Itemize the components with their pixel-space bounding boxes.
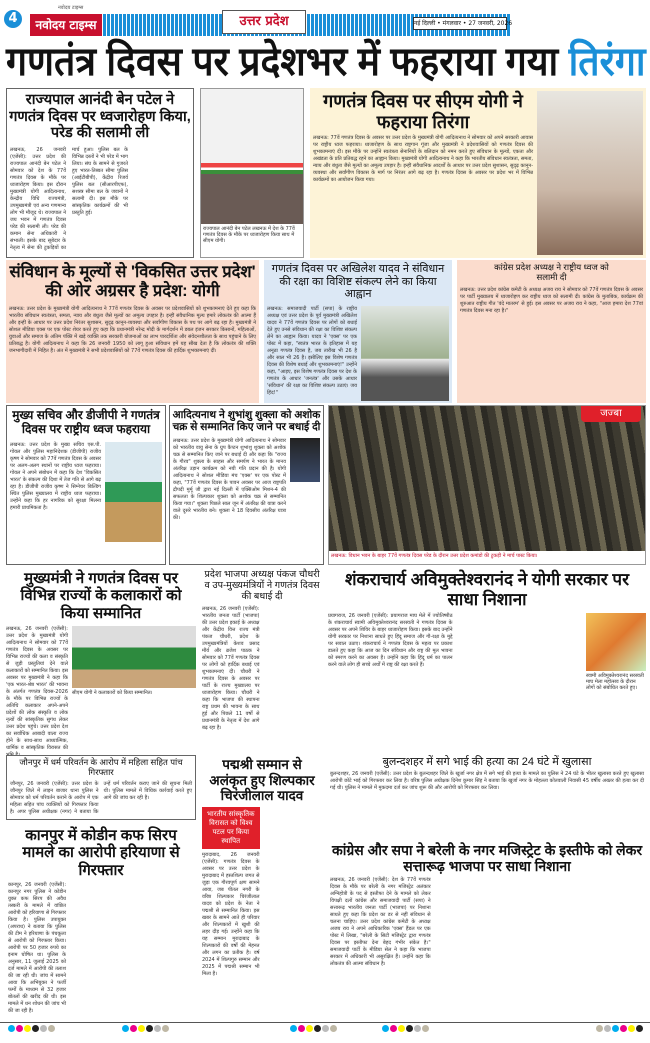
color-registration-marks: [290, 1025, 337, 1032]
article-chief-secretary: [6, 405, 166, 565]
article-body: लखनऊ: समाजवादी पार्टी (सपा) के राष्ट्रीय अध्यक्ष एवं उत्तर प्रदेश के पूर्व मुख्यमंत्री अखिलेश यादव ने 77वें गणतंत्र दिवस पर लोगों को बधाई देते हुए उनसे संविधान की रक्षा का विशिष्ट संकल्प लेने का आह्वान किया। यादव ने 'एक्स' पर एक पोस्ट में कहा, "स्वतंत्र भारत के इतिहास में यह अनूठा गणतंत्र दिवस है, जब तारीख भी 26 है और साल भी 26 है। इसीलिए इस विशेष गणतंत्र दिवस की विशेष बधाई और शुभकामनाएं!" उन्होंने कहा, "आइए, इस विशेष गणतंत्र दिवस पर देश के गणतंत्र के आधार 'जनतंत्र' और उसके आधार 'संविधान' की रक्षा का विशिष्ट संकल्प उठाएं। जय हिंद!": [267, 305, 357, 396]
section-label: उत्तर प्रदेश: [222, 10, 306, 34]
page-number: 4: [4, 10, 22, 28]
color-registration-marks: [122, 1025, 169, 1032]
headline: प्रदेश भाजपा अध्यक्ष पंकज चौधरी व उप-मुख्यमंत्रियों ने गणतंत्र दिवस की बधाई दी: [204, 569, 320, 602]
newspaper-logo: नवोदय टाइम्स: [30, 14, 102, 36]
photo-caption: सीएम योगी ने कलाकारों को किया सम्मानित।: [72, 689, 153, 696]
article-body: लखनऊ, 26 जनवरी (एजेंसी): देश के 77वें गणतंत्र दिवस के मौके पर बरेली के नगर मजिस्ट्रेट अलंकार अग्निहोत्री के पद से इस्तीफा देने के मामले को लेकर विपक्षी दलों कांग्रेस और समाजवादी पार्टी (सपा) ने सत्तारूढ़ भारतीय जनता पार्टी (भाजपा) पर निशाना साधते हुए कहा कि प्रदेश का डर से नहीं संविधान से चलना चाहिए। उत्तर प्रदेश कांग्रेस कमेटी के अध्यक्ष अजय राय ने अपने आधिकारिक 'एक्स' हैंडल पर एक पोस्ट में लिखा, "बरेली के सिटी मजिस्ट्रेट द्वारा गणतंत्र दिवस पर इस्तीफा देना बेहद गंभीर संकेत है।" समाजवादी पार्टी के मीडिया सेल ने कहा कि भाजपा सरकार में अधिकारी भी असुरक्षित हैं। उन्होंने कहा कि लोकतंत्र की आत्मा संविधान है।: [330, 877, 431, 968]
article-body: लखनऊ: उत्तर प्रदेश के मुख्यमंत्री योगी आदित्यनाथ ने सोमवार को भारतीय वायु सेना के ग्रुप कैप्टन शुभांशु शुक्ला को अशोक चक्र से सम्मानित किए जाने पर बधाई दी और कहा कि "राज्य के गौरव" शुक्ला के साहस और समर्पण ने भारत के मानव अंतरिक्ष उड़ान कार्यक्रम को नयी गति प्रदान की है। योगी आदित्यनाथ ने सोशल मीडिया मंच 'एक्स' पर एक पोस्ट में कहा, "77वें गणतंत्र दिवस के पावन अवसर पर आज राष्ट्रपति द्रौपदी मुर्मू जी द्वारा नई दिल्ली में एक्सिओम मिशन-4 की सफलता के शिल्पकार शुक्ला को अशोक चक्र से सम्मानित किया गया।" शुक्ला पिछले साल जून में अंतरिक्ष की यात्रा करने वाले दूसरे भारतीय बने। शुक्ला ने 18 दिवसीय अंतरिक्ष यात्रा की।: [173, 438, 286, 522]
dateline: नई दिल्ली • मंगलवार • 27 जनवरी, 2026: [413, 17, 507, 30]
article-padmashri: [200, 755, 324, 1020]
governor-photo-block: [200, 88, 304, 258]
article-shubhanshu: [169, 405, 324, 565]
jazba-tag: जज्बा: [581, 406, 641, 422]
article-kanpur: [6, 825, 196, 1020]
article-body: लखनऊ: उत्तर प्रदेश के मुख्यमंत्री योगी आदित्यनाथ ने 77वें गणतंत्र दिवस के अवसर पर प्रदेशवासियों को शुभकामनाएं देते हुए कहा कि भारतीय संविधान स्वतंत्रता, समता, न्याय और बंधुता जैसे मूल्यों का अमूल्य उपहार है। इन्हीं संवैधानिक मूल्य हमारे लोकतंत्र की आत्मा हैं और इन्हीं के आधार पर उत्तर प्रदेश निरंतर सुशासन, सुदृढ़ कानून-व्यवस्था और सर्वांगीण विकास के पथ पर आगे बढ़ रहा है। मुख्यमंत्री ने सोशल मीडिया एक्स पर एक पोस्ट शेयर करते हुए कहा कि प्रधानमंत्री नरेन्द्र मोदी के मार्गदर्शन में डबल इंजन सरकार किसानों, महिलाओं, युवाओं और समाज के अंतिम पंक्ति में खड़े व्यक्ति तक सरकारी योजनाओं का लाभ पारदर्शिता और संवेदनशीलता के साथ पहुंचाने के लिए प्रतिबद्ध है। योगी आदित्यनाथ ने कहा कि 26 जनवरी 1950 को लागू हुआ संविधान हमें यह सीख देता है कि लोकतंत्र की शक्ति जनभागीदारी में निहित है। अंत में मुख्यमंत्री ने सभी प्रदेशवासियों को 77वें गणतंत्र दिवस की हार्दिक शुभकामनाएं दीं।: [9, 305, 256, 354]
photo-caption: राज्यपाल आनंदी बेन पटेल लखनऊ में देश के 77वें गणतंत्र दिवस के मौके पर ध्वजारोहण किया साथ में सीएम योगी।: [203, 226, 295, 244]
headline: कांग्रेस प्रदेश अध्यक्ष ने राष्ट्रीय ध्वज को सलामी दी: [494, 262, 609, 282]
astronaut-photo: [290, 438, 320, 482]
article-body: लखनऊ: उत्तर प्रदेश के मुख्य सचिव एस.पी. गोयल और पुलिस महानिदेशक (डीजीपी) राजीव कृष्ण ने सोमवार को 77वें गणतंत्र दिवस के अवसर पर अलग-अलग स्थानों पर राष्ट्रीय ध्वज फहराया। गोयल ने अपने संबोधन में कहा कि देश 'विकसित भारत' के संकल्प की दिशा में तेज गति से आगे बढ़ रहा है। डीजीपी राजीव कृष्ण ने सिग्नेचर बिल्डिंग स्थित पुलिस मुख्यालय में राष्ट्रीय ध्वज फहराया। उन्होंने कहा कि हर नागरिक को सुरक्षा मिलना हमारी प्राथमिकता है।: [10, 441, 101, 511]
headline: संविधान के मूल्यों से 'विकसित उत्तर प्रदेश' की ओर अग्रसर है प्रदेश: योगी: [9, 263, 256, 300]
flag-photo: [105, 442, 162, 542]
article-body: कानपुर, 26 जनवरी (एजेंसी): कानपुर नगर पुलिस ने कोडीन युक्त कफ सिरप की अवैध तस्करी के मामले में वांछित आरोपी को हरियाणा से गिरफ्तार किया है। पुलिस उपायुक्त (अपराध) ने बताया कि पुलिस की टीम ने हरियाणा के पंचकूला से आरोपी को गिरफ्तार किया। आरोपी पर 50 हजार रुपये का इनाम घोषित था। पुलिस के अनुसार, 11 जुलाई 2025 को दर्ज मामले में आरोपी की तलाश की जा रही थी। जांच में सामने आया कि अभियुक्त ने फर्जी फर्मों के माध्यम से 32 हजार बोतलों की खरीद की थी। इस मामले में धन शोधन की जांच भी की जा रही है।: [8, 881, 66, 1014]
article-artists: [6, 568, 196, 753]
headline: गणतंत्र दिवस पर सीएम योगी ने फहराया तिरंगा: [323, 91, 523, 132]
main-headline-text: गणतंत्र दिवस पर प्रदेशभर में फहराया गया: [6, 40, 559, 84]
headline: मुख्य सचिव और डीजीपी ने गणतंत्र दिवस पर राष्ट्रीय ध्वज फहराया: [12, 408, 160, 436]
article-governor: [6, 88, 194, 258]
article-body-container: [202, 807, 322, 1019]
footer-rule: [0, 1022, 650, 1023]
headline: मुख्यमंत्री ने गणतंत्र दिवस पर विभिन्न राज्यों के कलाकारों को किया सम्मानित: [20, 570, 182, 622]
article-body: लखनऊ, 26 जनवरी (एजेंसी): उत्तर प्रदेश की राज्यपाल आनंदी बेन पटेल ने सोमवार को देश के 77वें गणतंत्र दिवस के मौके पर ध्वजारोहण किया। इस दौरान मुख्यमंत्री योगी आदित्यनाथ, केन्द्रीय विधि राज्यमंत्री, उपमुख्यमंत्री एवं अन्य गणमान्य लोग भी मौजूद थे। राज्यपाल ने जय भवन में गणतंत्र दिवस परेड की सलामी ली। परेड की कमान सेना अधिकारी ने संभाली। इसके बाद सूबेदार के नेतृत्व में सेना की टुकड़ियों का मार्च हुआ। पुलिस बल के विभिन्न दस्तों ने भी परेड में भाग लिया। संघ के सामने से गुजरते हुए भारत-तिब्बत सीमा पुलिस (आईटीबीपी), केंद्रीय रिजर्व पुलिस बल (सीआरपीएफ), सशस्त्र सीमा बल के जवानों ने सलामी दी। इस मौके पर सांस्कृतिक कार्यक्रमों की भी प्रस्तुति हुई।: [10, 147, 128, 252]
article-body: प्रयागराज, 26 जनवरी (एजेंसी): प्रयागराज माघ मेले में ज्योतिष्पीठ के शंकराचार्य स्वामी अविमुक्तेश्वरानंद सरस्वती ने गणतंत्र दिवस के अवसर पर अपने शिविर के बाहर ध्वजारोहण किया। इसके बाद उन्होंने योगी सरकार पर निशाना साधते हुए हिंदू समाज और गौ-रक्षा के मुद्दे पर सवाल उठाए। शंकराचार्य ने गणतंत्र दिवस के महत्व पर प्रकाश डालते हुए कहा कि आज का दिन संविधान और राष्ट्र की मूल भावना को स्मरण करने का अवसर है। उन्होंने कहा कि हिंदू धर्म का पालन करने वाले लोग ही सच्चे अर्थों में राष्ट्र की रक्षा करते हैं।: [328, 613, 453, 669]
article-body: मुरादाबाद, 26 जनवरी (एजेंसी): गणतंत्र दिवस के अवसर पर उत्तर प्रदेश के मुरादाबाद में हस्तशिल्प जगत से जुड़ा एक गौरवपूर्ण क्षण सामने आया, जब पीतल नगरी के वरिष्ठ शिल्पकार चिरंजीलाल यादव को प्रदेश के नेता ने पद्मश्री से सम्मानित किया। इस खबर के सामने आते ही परिवार और शिल्पकारों में खुशी की लहर दौड़ गई। उन्होंने कहा कि यह सम्मान मुरादाबाद के शिल्पकारों की वर्षों की मेहनत और लगन का प्रतीक है। वर्ष 2024 में शिल्पगुरु सम्मान और 2025 में पद्मश्री सम्मान भी मिला है।: [202, 851, 260, 977]
article-bjp: [200, 568, 324, 753]
callout-box: भारतीय सांस्कृतिक विरासत को विश्व पटल पर किया स्थापित: [202, 807, 260, 849]
cm-building-photo: [537, 91, 643, 255]
flag-hoisting-photo: [201, 89, 303, 224]
color-registration-marks: [382, 1025, 429, 1032]
photo-caption: लखनऊ: विधान भवन के बाहर 77वें गणतंत्र दिवस परेड के दौरान उत्तर प्रदेश कमांडो की टुकड़ी ने मार्च पास्ट किया।: [331, 553, 538, 559]
article-body: लखनऊ: उत्तर प्रदेश कांग्रेस कमेटी के अध्यक्ष अजय राय ने सोमवार को 77वें गणतंत्र दिवस के अवसर पर पार्टी मुख्यालय में ध्वजारोहण कर राष्ट्रीय ध्वज को सलामी दी। कांग्रेस के मुताबिक, कार्यक्रम की शुरुआत राष्ट्रीय गीत 'वंदे मातरम' से हुई। इस अवसर पर अजय राय ने कहा, "आज हमारा देश 77वां गणतंत्र दिवस मना रहा है।": [460, 286, 643, 314]
shankaracharya-photo: [586, 613, 646, 671]
article-samvidhan: [6, 260, 259, 403]
brand-small-text: नवोदय टाइम्स: [58, 5, 84, 11]
color-registration-marks: [8, 1025, 55, 1032]
article-congress: [457, 260, 646, 403]
article-body: जौनपुर, 26 जनवरी (एजेंसी): उत्तर प्रदेश के जौनपुर जिले में लाइन बाजार थाना पुलिस ने सोमवार को धर्म परिवर्तन कराने के आरोप में एक महिला सहित पांच व्यक्तियों को गिरफ्तार किया है। अपर पुलिस अधीक्षक (नगर) ने बताया कि उन्हें धर्म परिवर्तन कराए जाने की सूचना मिली थी। पुलिस मामले में विधिक कार्रवाई करते हुए आगे की जांच कर रही है।: [10, 780, 192, 815]
jazba-photo-block: [328, 405, 646, 565]
commando-march-photo: [329, 406, 645, 551]
headline: बुलन्दशहर में सगे भाई की हत्या का 24 घंटे में खुलासा: [382, 756, 592, 768]
article-body: लखनऊ, 26 जनवरी (एजेंसी): भारतीय जनता पार्टी (भाजपा) की उत्तर प्रदेश इकाई के अध्यक्ष और केंद्रीय वित्त राज्य मंत्री पंकज चौधरी, प्रदेश के उपमुख्यमंत्रियों केशव प्रसाद मौर्य और ब्रजेश पाठक ने सोमवार को 77वें गणतंत्र दिवस पर लोगों को हार्दिक बधाई एवं शुभकामनाएं दीं। चौधरी ने गणतंत्र दिवस के अवसर पर पार्टी के राज्य मुख्यालय पर ध्वजारोहण किया। चौधरी ने कहा कि भाजपा की स्थापना राष्ट्र प्रथम की भावना के साथ हुई और पिछले 11 वर्षों से प्रधानमंत्री के नेतृत्व में देश आगे बढ़ रहा है।: [202, 605, 260, 731]
photo-caption: स्वामी अविमुक्तेश्वरानंद सरस्वती माघ मेला महोत्सव के दौरान लोगों को संबोधित करते हुए।: [586, 673, 644, 692]
color-registration-marks: [596, 1025, 643, 1032]
headline: कानपुर में कोडीन कफ सिरप मामले का आरोपी हरियाणा से गिरफ्तार: [22, 827, 180, 879]
article-cm-yogi: [310, 88, 646, 258]
headline: शंकराचार्य अविमुक्तेश्वरानंद ने योगी सरकार पर साधा निशाना: [344, 570, 630, 609]
article-body: लखनऊ, 26 जनवरी (एजेंसी): उत्तर प्रदेश के मुख्यमंत्री योगी आदित्यनाथ ने सोमवार को 77वें गणतंत्र दिवस के अवसर पर विभिन्न राज्यों की कला व संस्कृति से जुड़ी प्रस्तुतियां देने वाले कलाकारों को सम्मानित किया। इस अवसर पर मुख्यमंत्री ने कहा कि 'एक भारत-श्रेष्ठ भारत' की भावना के अंतर्गत गणतंत्र दिवस-2026 के मौके पर विभिन्न राज्यों के अतिथि कलाकार अपने-अपने प्रदेशों की लोक संस्कृति व लोक नृत्यों की सांस्कृतिक सुगंध लेकर उत्तर प्रदेश पहुंचे। उत्तर प्रदेश देश का सर्वाधिक आबादी वाला राज्य होने के साथ-साथ आध्यात्मिक, धार्मिक व सांस्कृतिक विरासत की: [6, 625, 68, 751]
akhilesh-photo: [361, 306, 449, 401]
article-bulandshahr: [328, 755, 646, 837]
artists-photo: [72, 626, 196, 688]
main-headline-highlight: तिरंगा: [568, 40, 646, 84]
headline: कांग्रेस और सपा ने बरेली के नगर मजिस्ट्रेट के इस्तीफे को लेकर सत्तारूढ़ भाजपा पर साधा निशाना: [331, 842, 643, 875]
article-body: लखनऊ: 77वें गणतंत्र दिवस के अवसर पर उत्तर प्रदेश के मुख्यमंत्री योगी आदित्यनाथ ने सोमवार को अपने सरकारी आवास पर राष्ट्रीय ध्वज फहराया। ध्वजारोहण के साथ राष्ट्रगान गूंजा और मुख्यमंत्री ने प्रदेशवासियों को गणतंत्र दिवस की शुभकामनाएं दीं। इस मौके पर उन्होंने स्वतंत्रता सेनानियों के बलिदान को नमन करते हुए संविधान के मूल्यों, एकता और अखंडता के प्रति प्रतिबद्ध रहने का आह्वान किया। मुख्यमंत्री योगी आदित्यनाथ ने कहा कि भारतीय संविधान स्वतंत्रता, समता, न्याय और बंधुता जैसे मूल्यों का अमूल्य उपहार है। इन्हीं संवैधानिक आदर्शों के आधार पर उत्तर प्रदेश सुशासन, सुदृढ़ कानून-व्यवस्था और सर्वांगीण विकास के मार्ग पर निरंतर आगे बढ़ रहा है। गणतंत्र दिवस के अवसर पर प्रदेश भर में विभिन्न कार्यक्रमों का आयोजन किया गया।: [313, 135, 533, 184]
headline: जौनपुर में धर्म परिवर्तन के आरोप में महिला सहित पांच गिरफ्तार: [19, 757, 183, 777]
article-shankaracharya: [328, 568, 646, 753]
headline: पद्मश्री सम्मान से अलंकृत हुए शिल्पकार चिरंजीलाल यादव: [209, 757, 315, 804]
article-body: बुलन्दशहर, 26 जनवरी (एजेंसी): उत्तर प्रदेश के बुलन्दशहर जिले के खुर्जा नगर क्षेत्र में सगे भाई की हत्या के मामले का पुलिस ने 24 घंटे के भीतर खुलासा करते हुए खुलासा आरोपी छोटे भाई को गिरफ्तार कर लिया है। वरिष्ठ पुलिस अधीक्षक दिनेश कुमार सिंह ने बताया कि खुर्जा नगर के मोहल्ला कोतवाली निवासी 45 वर्षीय अख्तर की हत्या कर दी गई थी। पुलिस ने मामले में मुकदमा दर्ज कर जांच शुरू की और आरोपी को गिरफ्तार कर लिया।: [330, 770, 644, 791]
main-headline: [6, 38, 646, 86]
headline: आदित्यनाथ ने शुभांशु शुक्ला को अशोक चक्र से सम्मानित किए जाने पर बधाई दी: [172, 409, 321, 434]
headline: गणतंत्र दिवस पर अखिलेश यादव ने संविधान की रक्षा का विशिष्ट संकल्प लेने का किया आह्वान: [271, 263, 445, 301]
headline: राज्यपाल आनंदी बेन पटेल ने गणतंत्र दिवस पर ध्वजारोहण किया, परेड की सलामी ली: [9, 92, 191, 142]
article-bareilly: [328, 840, 646, 1020]
article-akhilesh: [264, 260, 452, 403]
article-jaunpur: [6, 755, 196, 820]
